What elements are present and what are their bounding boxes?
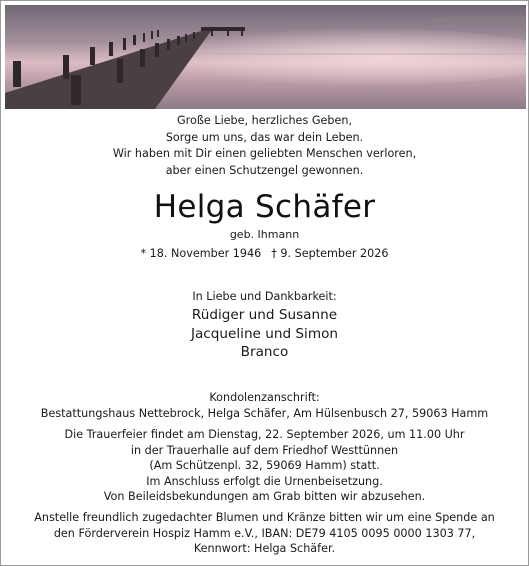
- death-date: † 9. September 2026: [271, 247, 389, 260]
- verse-line: Sorge um uns, das war dein Leben.: [165, 130, 364, 144]
- donation-line: den Förderverein Hospiz Hamm e.V., IBAN: DE79 4105 0095 0000 1303 77,: [53, 526, 476, 540]
- donation-line: Anstelle freundlich zugedachter Blumen und Kränze bitten wir um eine Spende an: [34, 511, 495, 524]
- mourner-name: Rüdiger und Susanne: [191, 307, 338, 323]
- funeral-line: in der Trauerhalle auf dem Friedhof Westtünnen: [130, 443, 399, 457]
- donation-request: [1, 510, 528, 557]
- condolence-line: Bestattungshaus Nettebrock, Helga Schäfer, Am Hülsenbusch 27, 59063 Hamm: [40, 406, 489, 420]
- memorial-verse: [1, 113, 528, 179]
- birth-date: * 18. November 1946: [140, 247, 262, 260]
- mourner-name: Branco: [240, 344, 289, 360]
- funeral-line: Die Trauerfeier findet am Dienstag, 22. September 2026, um 11.00 Uhr: [64, 428, 465, 441]
- grave-note: Von Beileidsbekundungen am Grab bitten wir abzusehen.: [103, 490, 426, 503]
- funeral-details: [1, 427, 528, 489]
- funeral-line: Im Anschluss erfolgt die Urnenbeisetzung.: [146, 474, 383, 488]
- birth-name: geb. Ihmann: [229, 228, 300, 241]
- mourner-name: Jacqueline und Simon: [190, 325, 339, 342]
- lake-jetty-photo: [5, 5, 526, 109]
- funeral-line: (Am Schützenpl. 32, 59069 Hamm) statt.: [149, 459, 380, 472]
- mourners-list: [1, 306, 528, 362]
- verse-line: Wir haben mit Dir einen geliebten Menschen verloren,: [112, 147, 417, 160]
- condolence-address: [1, 390, 528, 421]
- verse-line: Große Liebe, herzliches Geben,: [176, 114, 353, 127]
- life-dates: [1, 246, 528, 262]
- deceased-name: Helga Schäfer: [153, 189, 376, 225]
- mourners-intro: In Liebe und Dankbarkeit:: [192, 290, 337, 303]
- verse-line: aber einen Schutzengel gewonnen.: [165, 163, 364, 177]
- condolence-heading: Kondolenzanschrift:: [209, 391, 320, 404]
- donation-line: Kennwort: Helga Schäfer.: [193, 542, 336, 555]
